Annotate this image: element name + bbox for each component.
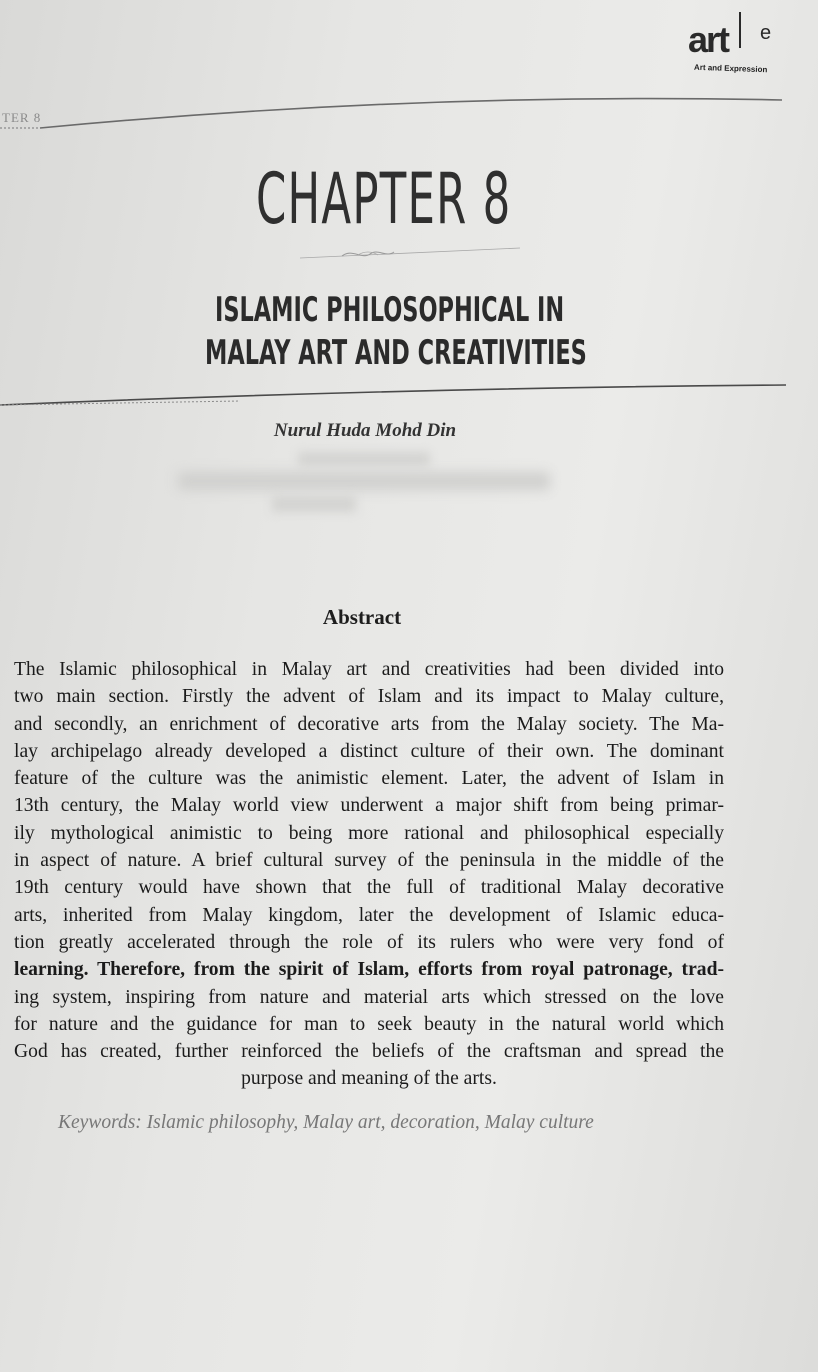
chapter-label: CHAPTER 8 [256,158,512,240]
abstract-line: 13th century, the Malay world view underwent a major shift from being primar- [14,795,724,817]
redacted-affiliation [178,472,550,490]
abstract-line: learning. Therefore, from the spirit of Islam, efforts from royal patronage, trad- [14,959,724,981]
ornament-rule [300,248,520,258]
abstract-line: The Islamic philosophical in Malay art and creativities had been divided into [14,659,724,680]
logo-tagline: Art and Expression [693,62,768,75]
flourish-icon [338,246,398,262]
chapter-title-line-1: ISLAMIC PHILOSOPHICAL IN [215,290,565,330]
publisher-logo [688,8,788,88]
abstract-line: ily mythological animistic to being more rational and philosophical especially [14,822,724,844]
abstract-line: feature of the culture was the animistic element. Later, the advent of Islam in [14,768,724,790]
abstract-line: two main section. Firstly the advent of Islam and its impact to Malay culture, [14,686,724,708]
abstract-line: in aspect of nature. A brief cultural survey of the peninsula in the middle of the [14,850,724,872]
author-name: Nurul Huda Mohd Din [273,420,457,441]
header-rule [40,99,782,128]
abstract-line: lay archipelago already developed a distinct culture of their own. The dominant [14,740,724,762]
abstract-line: 19th century would have shown that the full of traditional Malay decorative [14,877,724,899]
keywords: Keywords: Islamic philosophy, Malay art, decoration, Malay culture [58,1112,594,1133]
abstract-line: arts, inherited from Malay kingdom, later the development of Islamic educa- [14,904,724,926]
abstract-line: and secondly, an enrichment of decorative arts from the Malay society. The Ma- [14,713,724,735]
abstract-line: ing system, inspiring from nature and material arts which stressed on the love [14,986,724,1008]
redacted-affiliation [272,496,356,512]
running-head: TER 8 [2,110,42,125]
chapter-title-line-2: MALAY ART AND CREATIVITIES [205,333,587,373]
abstract-line: purpose and meaning of the arts. [241,1068,497,1090]
abstract-line: for nature and the guidance for man to seek beauty in the natural world which [14,1013,724,1035]
logo-bar [739,12,741,48]
title-rule [0,385,786,405]
logo-superscript: e [760,22,772,44]
title-rule-dotted [0,401,240,405]
abstract-body [14,656,724,1093]
redacted-affiliation [298,452,430,466]
abstract-line: tion greatly accelerated through the role of its rulers who were very fond of [14,931,724,953]
logo-word: art [688,19,729,60]
abstract-heading: Abstract [322,605,402,629]
abstract-line: God has created, further reinforced the beliefs of the craftsman and spread the [14,1041,724,1063]
